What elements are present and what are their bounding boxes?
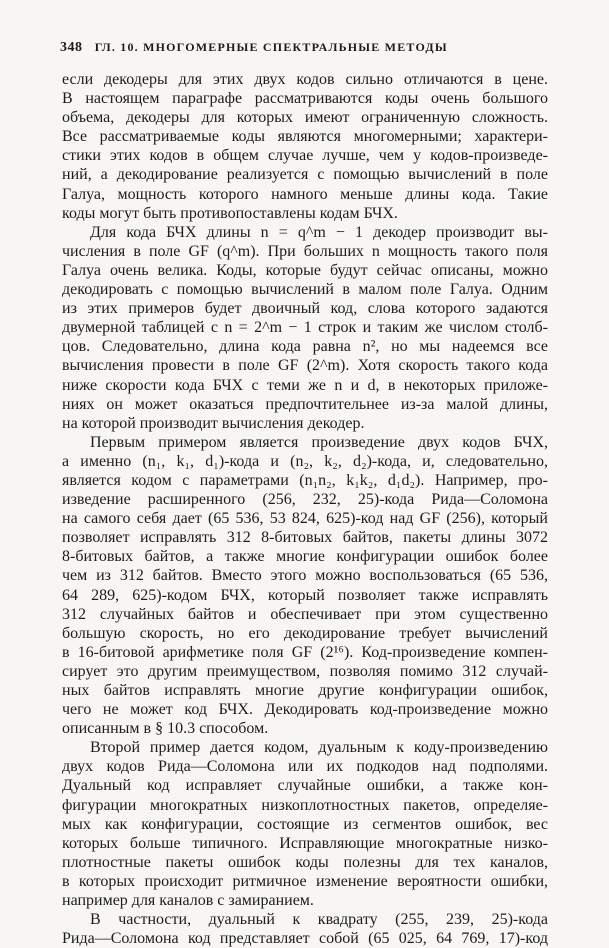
- paragraph-line: например для каналов с замиранием.: [62, 892, 314, 910]
- paragraph-line: ний, а декодирование реализуется с помощью вычислений в поле: [62, 166, 548, 184]
- paragraph-line: Дуальный код исправляет случайные ошибки, а также кон-: [62, 777, 548, 795]
- paragraph-line: двух кодов Рида—Соломона или их подкодов над подполями.: [62, 758, 548, 776]
- paragraph-line: объема, декодеры для которых имеют ограниченную сложность.: [62, 109, 548, 127]
- paragraph-line: чего не может код БЧХ. Декодировать код-произведение можно: [62, 701, 548, 719]
- paragraph-line: которых больше типичного. Исправляющие многократные низко-: [62, 834, 548, 852]
- paragraph-line: числения в поле GF (q^m). При больших n мощность такого поля: [62, 242, 548, 260]
- paragraph-line: позволяет исправлять 312 8-битовых байтов, пакеты длины 3072: [62, 529, 548, 547]
- paragraph-line: изведение расширенного (256, 232, 25)-кода Рида—Соломона: [62, 491, 548, 509]
- paragraph-line: а именно (n₁, k₁, d₁)-кода и (n₂, k₂, d₂)-кода, и, следовательно,: [62, 452, 548, 470]
- paragraph-line: Для кода БЧХ длины n = q^m − 1 декодер производит вы-: [90, 223, 548, 241]
- paragraph-line: вычисления провести в поле GF (2^m). Хотя скорость такого кода: [62, 357, 548, 375]
- paragraph-line: В настоящем параграфе рассматриваются коды очень большого: [62, 90, 548, 108]
- paragraph-line: двумерной таблицей с n = 2^m − 1 строк и таким же числом столб-: [62, 319, 548, 337]
- page-body: [62, 70, 548, 948]
- paragraph-line: Все рассматриваемые коды являются многомерными; характери-: [62, 128, 548, 146]
- paragraph-line: коды могут быть противопоставлены кодам БЧХ.: [62, 204, 398, 222]
- running-header: [60, 40, 560, 56]
- paragraph-line: из этих примеров будет двоичный код, слова которого задаются: [62, 300, 548, 318]
- paragraph-line: ниже скорости кода БЧХ с теми же n и d, в некоторых приложе-: [62, 376, 548, 394]
- paragraph-line: в 16-битовой арифметике поля GF (2¹⁶). Код-произведение компен-: [62, 643, 548, 661]
- paragraph-line: в которых происходит ритмичное изменение вероятности ошибки,: [62, 872, 548, 890]
- paragraph-line: описанным в § 10.3 способом.: [62, 720, 269, 738]
- paragraph-line: Первым примером является произведение двух кодов БЧХ,: [90, 433, 548, 451]
- paragraph-line: Галуа очень велика. Коды, которые будут сейчас описаны, можно: [62, 261, 548, 279]
- paragraph-line: декодировать с помощью вычислений в малом поле Галуа. Одним: [62, 281, 548, 299]
- running-title: ГЛ. 10. МНОГОМЕРНЫЕ СПЕКТРАЛЬНЫЕ МЕТОДЫ: [94, 40, 448, 54]
- paragraph-line: мых как конфигурации, состоящие из сегментов ошибок, вес: [62, 815, 548, 833]
- paragraph-line: ниях он может оказаться предпочтительнее из-за малой длины,: [62, 395, 548, 413]
- paragraph-line: Рида—Соломона код представляет собой (65 025, 64 769, 17)-код: [62, 930, 548, 948]
- paragraph-line: В частности, дуальный к квадрату (255, 239, 25)-кода: [90, 911, 548, 929]
- paragraph-line: на которой производит вычисления декодер.: [62, 414, 365, 432]
- paragraph-line: если декодеры для этих двух кодов сильно отличаются в цене.: [62, 71, 548, 88]
- paragraph-line: ных байтов исправлять многие другие конфигурации ошибок,: [62, 682, 548, 699]
- paragraph-line: 64 289, 625)-кодом БЧХ, который позволяет также исправлять: [62, 586, 548, 604]
- paragraph-line: стики этих кодов в общем случае лучше, чем у кодов-произведе-: [62, 147, 548, 165]
- page-number: 348: [60, 40, 83, 55]
- paragraph-line: Второй пример дается кодом, дуальным к коду-произведению: [90, 739, 548, 757]
- paragraph-line: плотностные пакеты ошибок коды полезны для тех каналов,: [62, 853, 548, 871]
- paragraph-line: сирует это другим преимуществом, позволяя помимо 312 случай-: [62, 662, 548, 680]
- paragraph-line: на самого себя дает (65 536, 53 824, 625)-код над GF (256), который: [62, 510, 548, 528]
- paragraph-line: 8-битовых байтов, а также многие конфигурации ошибок более: [62, 548, 548, 566]
- paragraph-line: фигурации многократных низкоплотностных пакетов, определяе-: [62, 796, 548, 814]
- paragraph-line: Галуа, мощность которого намного меньше длины кода. Такие: [62, 185, 548, 203]
- paragraph-line: цов. Следовательно, длина кода равна n², но мы надеемся все: [62, 338, 548, 356]
- paragraph-line: является кодом с параметрами (n₁n₂, k₁k₂, d₁d₂). Например, про-: [62, 471, 548, 489]
- paragraph-line: 312 случайных байтов и обеспечивает при этом существенно: [62, 605, 548, 623]
- paragraph-line: чем из 312 байтов. Вместо этого можно воспользоваться (65 536,: [62, 567, 548, 585]
- paragraph-line: большую скорость, но его декодирование требует вычислений: [62, 624, 548, 642]
